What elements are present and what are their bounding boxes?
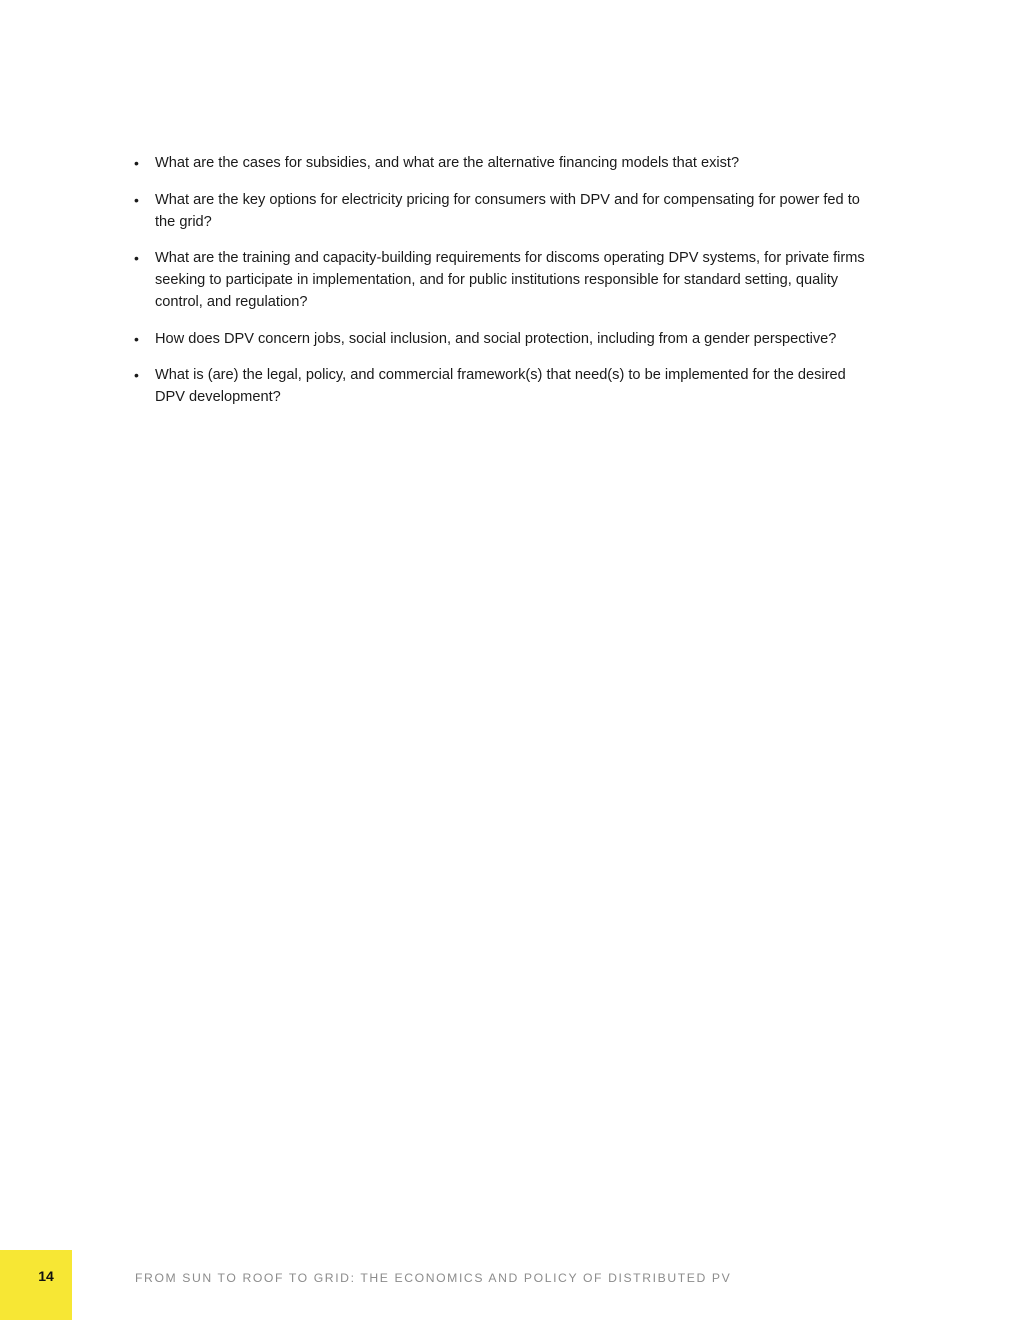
list-item-text: What are the training and capacity-building requirements for discoms operating DPV systems, for private firms seeking to participate in implementation, and for public institutions responsible for standard setting, quality control, and regulation? [155,250,865,310]
bullet-icon: • [134,250,139,266]
list-item [134,328,874,350]
list-item [134,364,874,408]
page-number-box [0,1250,72,1320]
list-item [134,152,874,174]
list-item-text: What are the key options for electricity pricing for consumers with DPV and for compensating for power fed to the grid? [155,191,860,230]
list-item [134,247,874,313]
page-number: 14 [38,1268,54,1284]
bullet-icon: • [134,367,139,383]
bullet-icon: • [134,330,139,347]
question-list [134,152,874,423]
list-item [134,189,874,233]
list-item-text: How does DPV concern jobs, social inclusion, and social protection, including from a gender perspective? [155,330,837,347]
bullet-icon: • [134,155,139,171]
bullet-icon: • [134,191,139,208]
list-item-text: What are the cases for subsidies, and what are the alternative financing models that exist? [155,155,740,171]
running-footer-title: FROM SUN TO ROOF TO GRID: THE ECONOMICS AND POLICY OF DISTRIBUTED PV [135,1271,732,1285]
list-item-text: What is (are) the legal, policy, and commercial framework(s) that need(s) to be implemented for the desired DPV development? [155,367,846,405]
